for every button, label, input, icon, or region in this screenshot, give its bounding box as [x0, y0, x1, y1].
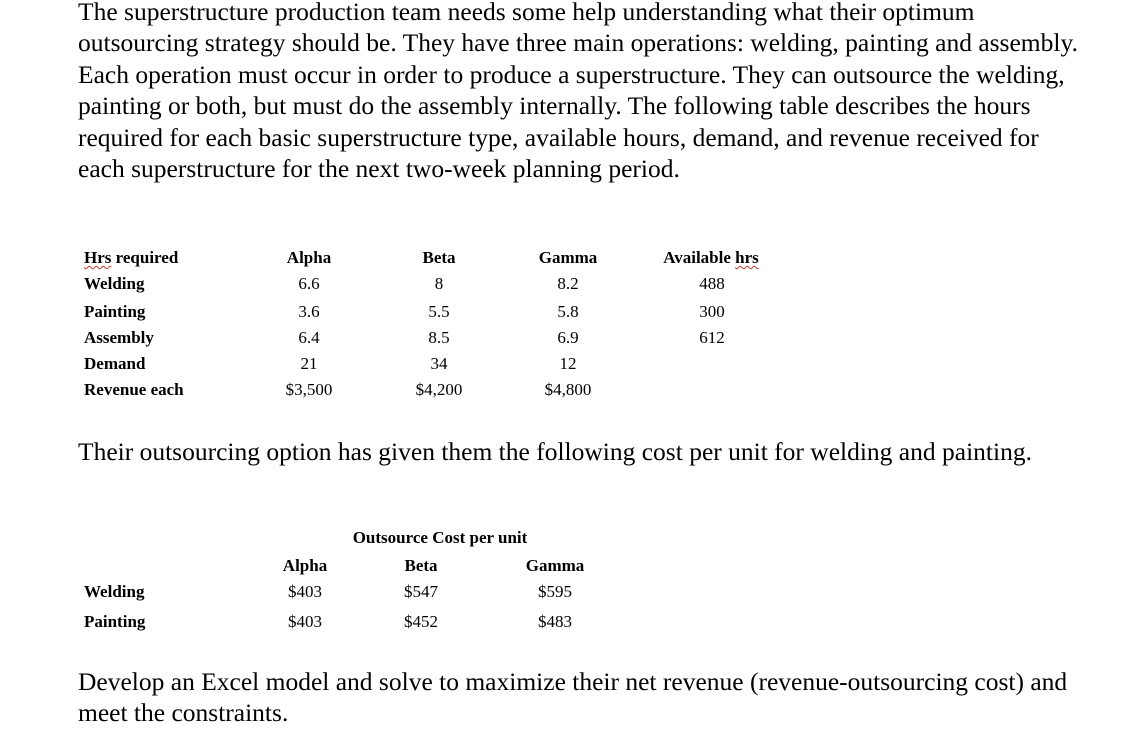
table2-cell: $403: [288, 612, 322, 631]
hrs-word: Hrs: [84, 248, 112, 267]
table1-cell: 6.9: [557, 328, 579, 347]
table2-cell: $595: [538, 582, 572, 601]
table1-row-label: Demand: [84, 354, 146, 373]
table2-col-beta: Beta: [404, 556, 438, 575]
table1-cell: 8.2: [557, 274, 579, 293]
table1-cell: 3.6: [298, 302, 320, 321]
outsourcing-paragraph: Their outsourcing option has given them the following cost per unit for welding and painting.: [78, 437, 1032, 466]
table1-cell: 12: [559, 354, 577, 373]
table2-cell: $483: [538, 612, 572, 631]
table1-cell: $3,500: [285, 380, 333, 399]
table2-cell: $547: [404, 582, 438, 601]
table1-cell: 6.6: [298, 274, 320, 293]
table2-row-label: Painting: [84, 612, 146, 631]
header-suffix: required: [111, 248, 179, 267]
table2-col-alpha: Alpha: [282, 556, 328, 575]
table2-cell: $452: [404, 612, 438, 631]
available-hrs-word: hrs: [735, 248, 759, 267]
table1-cell: 8.5: [428, 328, 450, 347]
intro-paragraph: The superstructure production team needs some help understanding what their optimum outsourcing strategy should be. They have three main operations: welding, painting and assembly. Each operation must occur in order to produce a superstructure. They can outsource the welding, painting or both, but must do the assembly internally. The following table describes the hours required for each basic superstructure type, available hours, demand, and revenue received for each superstructure for the next two-week planning period.: [78, 0, 1078, 184]
table1-avail-cell: 300: [699, 302, 725, 321]
table1-cell: $4,800: [544, 380, 592, 399]
table1-cell: 8: [434, 274, 444, 293]
table1-col-gamma: Gamma: [538, 248, 598, 267]
table1-cell: $4,200: [415, 380, 463, 399]
table1-header-label: [84, 248, 178, 268]
table1-col-alpha: Alpha: [286, 248, 332, 267]
table2-cell: $403: [288, 582, 322, 601]
table1-cell: 6.4: [298, 328, 320, 347]
table1-row-label: Assembly: [84, 328, 154, 347]
table1-row-label: Welding: [84, 274, 145, 293]
table2-row-label: Welding: [84, 582, 145, 601]
table1-row-label: Painting: [84, 302, 146, 321]
table2-col-gamma: Gamma: [525, 556, 585, 575]
table1-col-available: [663, 248, 759, 268]
table1-avail-cell: 488: [699, 274, 725, 293]
available-word: Available: [663, 248, 736, 267]
table1-cell: 34: [430, 354, 448, 373]
table1-row-label: Revenue each: [84, 380, 184, 399]
table1-cell: 5.8: [557, 302, 579, 321]
table1-avail-cell: 612: [699, 328, 725, 347]
table1-col-beta: Beta: [422, 248, 456, 267]
table1-cell: 5.5: [428, 302, 450, 321]
table1-cell: 21: [300, 354, 318, 373]
table2-title: Outsource Cost per unit: [352, 528, 528, 547]
closing-paragraph: Develop an Excel model and solve to maximize their net revenue (revenue-outsourcing cost) and meet the constraints.: [78, 667, 1068, 728]
